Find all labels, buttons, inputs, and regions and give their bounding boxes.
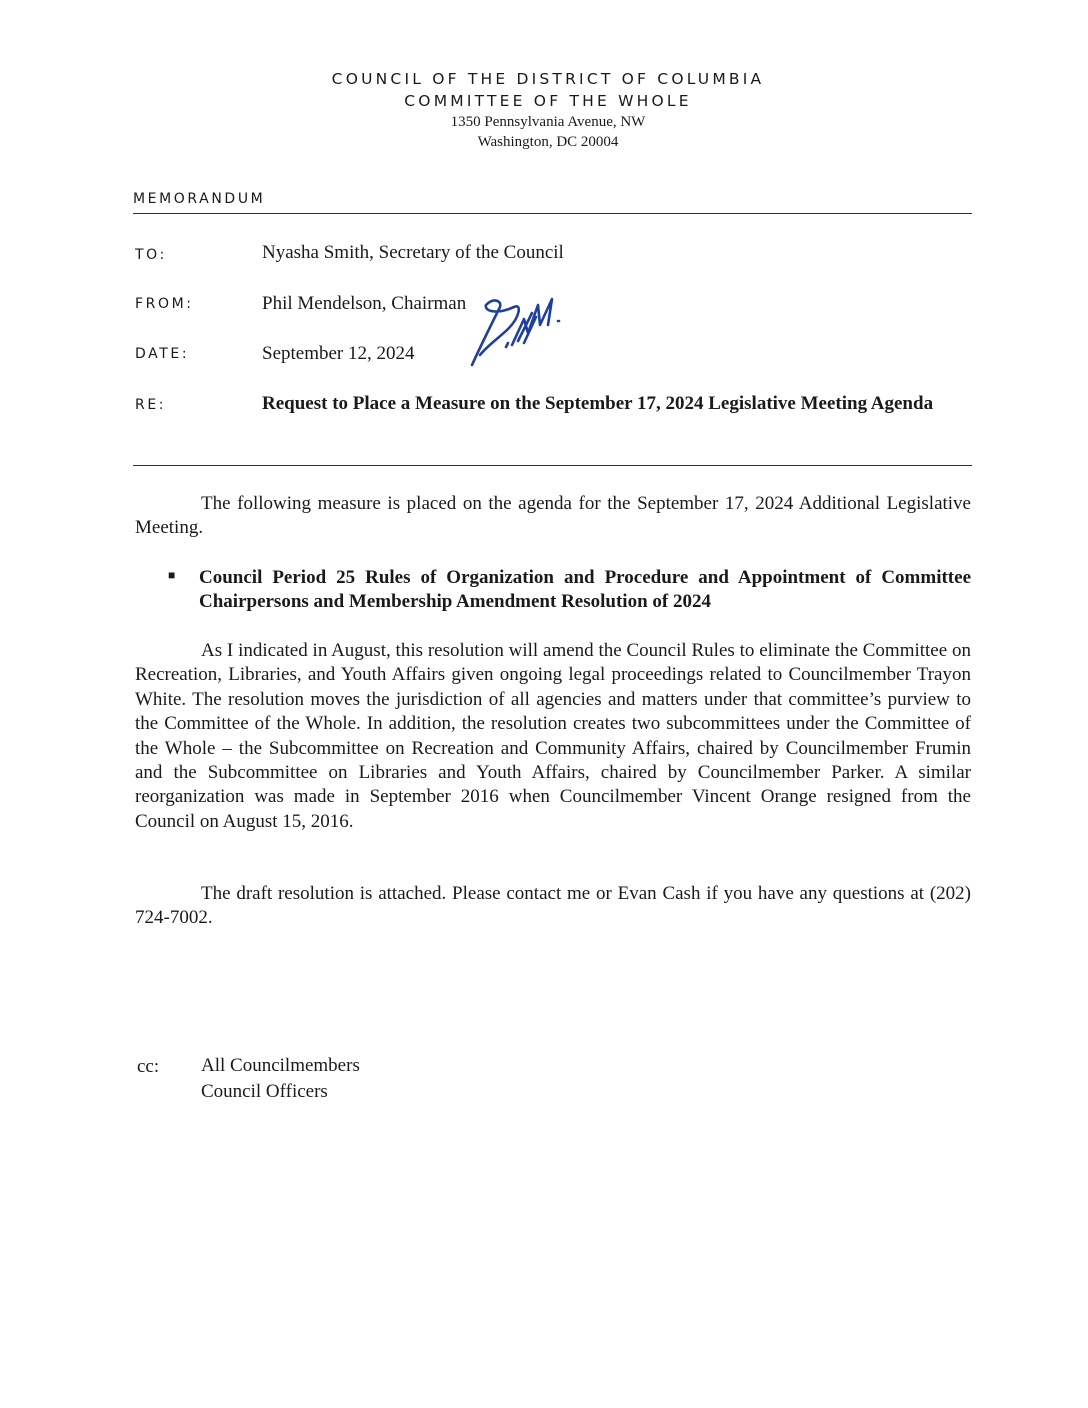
date-label: DATE: (135, 346, 190, 362)
address-street: 1350 Pennsylvania Avenue, NW (450, 114, 646, 130)
intro-paragraph: The following measure is placed on the agenda for the September 17, 2024 Additional Legislative Meeting. (135, 493, 971, 539)
to-value: Nyasha Smith, Secretary of the Council (262, 242, 564, 263)
explanation-paragraph: As I indicated in August, this resolution will amend the Council Rules to eliminate the Committee on Recreation, Libraries, and Youth Affairs given ongoing legal proceedings related to Councilmember Trayon White. The resolution moves the jurisdiction of all agencies and matters under that committee’s purview to the Committee of the Whole. In addition, the resolution creates two subcommittees under the Committee of the Whole – the Subcommittee on Recreation and Community Affairs, chaired by Councilmember Frumin and the Subcommittee on Libraries and Youth Affairs, chaired by Councilmember Parker. A similar reorganization was made in September 2016 when Councilmember Vincent Orange resigned from the Council on August 15, 2016. (135, 640, 971, 832)
org-name: COUNCIL OF THE DISTRICT OF COLUMBIA (331, 70, 765, 88)
address-city: Washington, DC 20004 (477, 134, 619, 150)
re-label: RE: (135, 397, 167, 413)
date-value: September 12, 2024 (262, 343, 415, 364)
cc-list (201, 1053, 360, 1105)
re-subject: Request to Place a Measure on the September 17, 2024 Legislative Meeting Agenda (262, 393, 934, 414)
contact-paragraph: The draft resolution is attached. Please contact me or Evan Cash if you have any questions at (202) 724-7002. (135, 883, 971, 929)
measure-title: Council Period 25 Rules of Organization and Procedure and Appointment of Committee Chairpersons and Membership Amendment Resolution of 2024 (199, 567, 971, 612)
bullet-square-icon: ■ (168, 568, 176, 582)
to-label: TO: (135, 247, 167, 263)
bottom-divider (133, 465, 972, 466)
cc-recipient: All Councilmembers (201, 1055, 360, 1076)
cc-recipient: Council Officers (201, 1081, 328, 1102)
from-label: FROM: (135, 296, 194, 312)
memorandum-title: MEMORANDUM (133, 191, 266, 207)
signature-image (462, 285, 587, 370)
from-value: Phil Mendelson, Chairman (262, 293, 467, 314)
cc-label: cc: (137, 1056, 160, 1077)
letterhead (0, 68, 1088, 152)
top-divider (133, 213, 972, 214)
committee-name: COMMITTEE OF THE WHOLE (404, 92, 692, 110)
